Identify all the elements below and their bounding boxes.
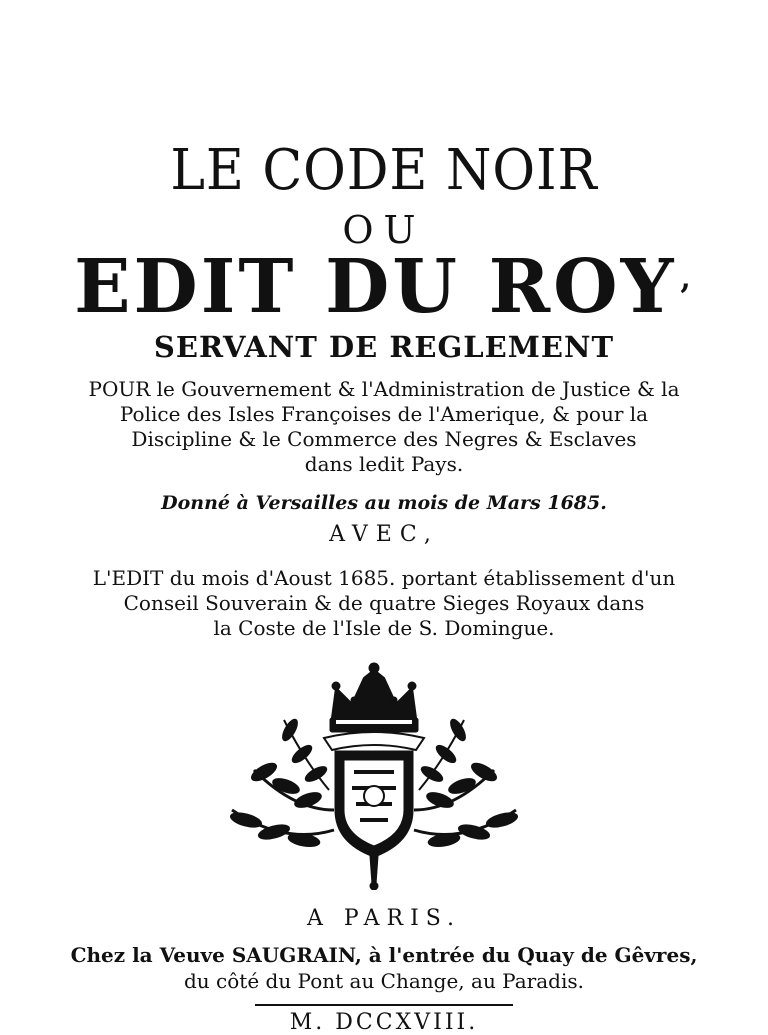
body-line-2: Police des Isles Françoises de l'Amerique, & pour la <box>119 402 649 426</box>
imprint-year: M. DCCXVIII. <box>289 1010 479 1035</box>
imprint-publisher-line-2: du côté du Pont au Change, au Paradis. <box>184 969 584 993</box>
title-line-3-mark: , <box>680 261 694 296</box>
date-line: Donné à Versailles au mois de Mars 1685. <box>161 492 607 514</box>
avec-line: AVEC, <box>329 522 439 547</box>
title-line-3 <box>0 244 768 330</box>
royal-arms-ornament-icon <box>224 660 524 890</box>
edit-line-2: Conseil Souverain & de quatre Sieges Royaux dans <box>123 591 645 615</box>
title-line-3-text: EDIT DU ROY <box>74 244 677 330</box>
imprint-rule <box>255 1004 513 1006</box>
title-line-2: OU <box>342 208 426 252</box>
body-line-1: POUR le Gouvernement & l'Administration de Justice & la <box>88 377 680 401</box>
body-line-4: dans ledit Pays. <box>304 452 464 476</box>
title-line-1: LE CODE NOIR <box>170 138 598 203</box>
edit-line-1: L'EDIT du mois d'Aoust 1685. portant établissement d'un <box>92 566 676 590</box>
edit-line-3: la Coste de l'Isle de S. Domingue. <box>213 616 555 640</box>
imprint-publisher-line-1: Chez la Veuve SAUGRAIN, à l'entrée du Quay de Gêvres, <box>70 943 698 967</box>
subtitle: SERVANT DE REGLEMENT <box>153 330 615 364</box>
body-line-3: Discipline & le Commerce des Negres & Esclaves <box>131 427 637 451</box>
imprint-city: A PARIS. <box>306 906 462 931</box>
